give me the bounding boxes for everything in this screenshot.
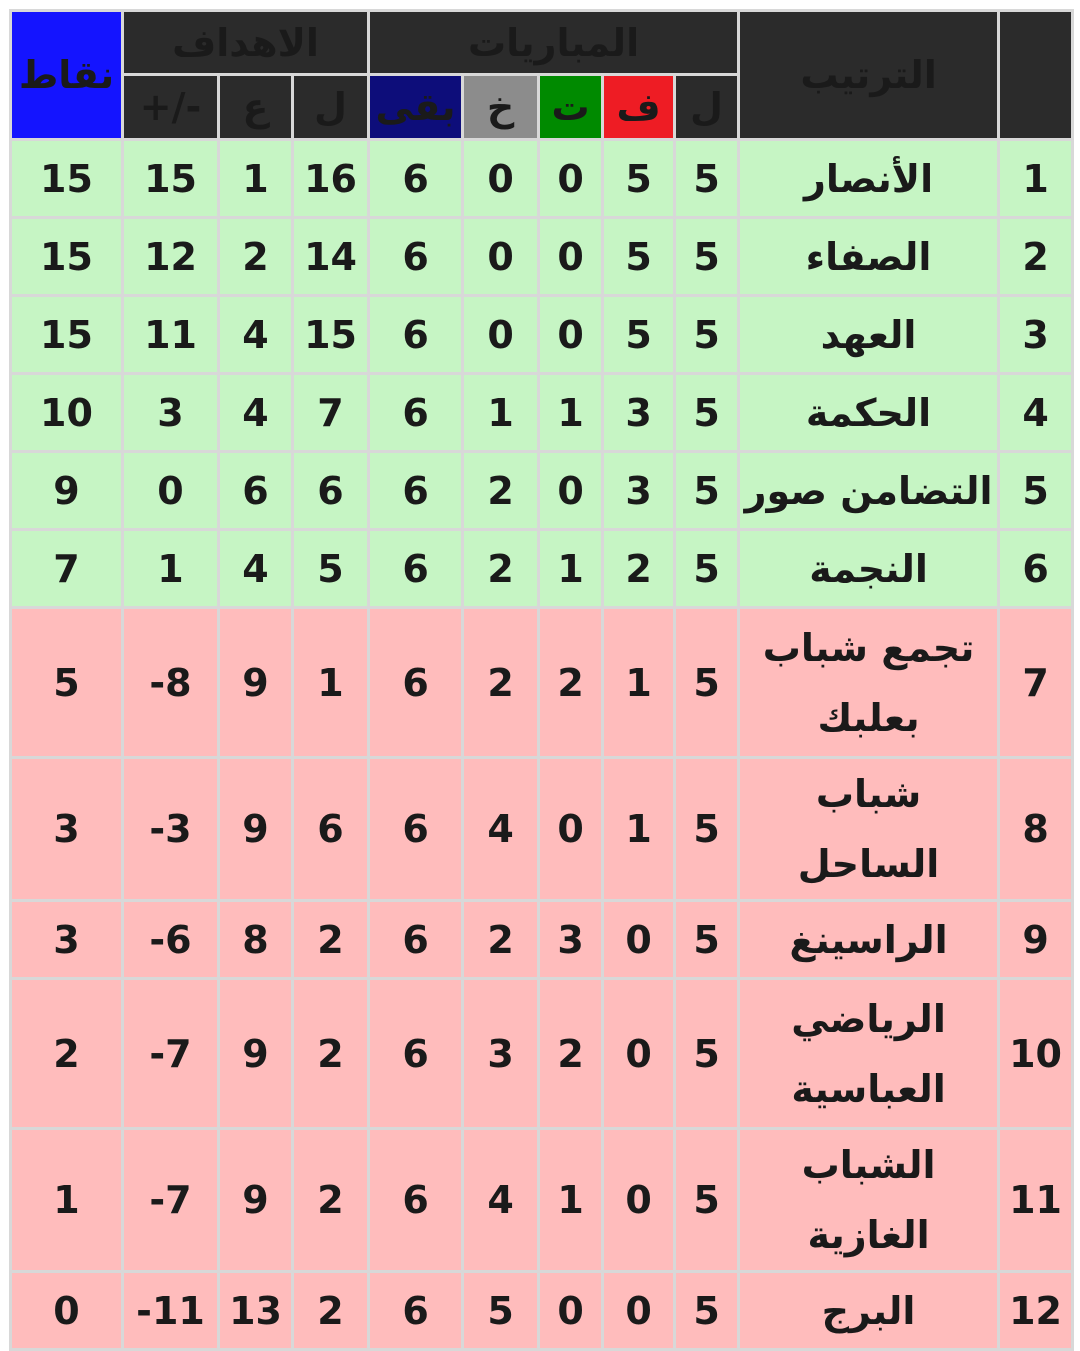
table-row [11, 296, 1073, 374]
remaining-cell: 6 [369, 1129, 463, 1272]
points-cell: 15 [11, 218, 123, 296]
table-row [11, 1129, 1073, 1272]
lost-cell: 2 [463, 530, 539, 608]
table-row [11, 1272, 1073, 1350]
points-cell: 5 [11, 608, 123, 758]
rank-cell: 6 [999, 530, 1073, 608]
drawn-cell: 0 [539, 218, 603, 296]
won-cell: 0 [603, 979, 675, 1129]
lost-cell: 0 [463, 218, 539, 296]
goals-against-cell: 13 [219, 1272, 293, 1350]
goals-against-cell: 8 [219, 901, 293, 979]
played-cell: 5 [675, 452, 739, 530]
goals-for-cell: 5 [293, 530, 369, 608]
won-cell: 5 [603, 296, 675, 374]
goals-against-cell: 4 [219, 296, 293, 374]
table-row [11, 608, 1073, 758]
lost-cell: 0 [463, 140, 539, 218]
goals-against-cell: 4 [219, 374, 293, 452]
remaining-cell: 6 [369, 218, 463, 296]
goal-diff-cell: 1 [123, 530, 219, 608]
team-cell: الراسينغ [739, 901, 999, 979]
points-cell: 10 [11, 374, 123, 452]
rank-cell: 10 [999, 979, 1073, 1129]
won-cell: 3 [603, 374, 675, 452]
goal-diff-header-text: +/- [139, 85, 202, 129]
goal-diff-cell: 7- [123, 979, 219, 1129]
won-cell: 5 [603, 218, 675, 296]
drawn-cell: 1 [539, 374, 603, 452]
goal-diff-cell: 3 [123, 374, 219, 452]
points-cell: 15 [11, 296, 123, 374]
lost-cell: 0 [463, 296, 539, 374]
goal-diff-cell: 3- [123, 758, 219, 901]
goal-diff-cell: 8- [123, 608, 219, 758]
goal-diff-cell: 6- [123, 901, 219, 979]
goals-for-cell: 6 [293, 452, 369, 530]
remaining-cell: 6 [369, 979, 463, 1129]
won-header: ف [603, 75, 675, 140]
points-cell: 2 [11, 979, 123, 1129]
lost-cell: 3 [463, 979, 539, 1129]
points-header: نقاط [11, 11, 123, 140]
header-row-top [11, 11, 1073, 75]
team-cell: النجمة [739, 530, 999, 608]
table-row [11, 374, 1073, 452]
team-cell: الحكمة [739, 374, 999, 452]
remaining-cell: 6 [369, 296, 463, 374]
team-cell: الأنصار [739, 140, 999, 218]
points-cell: 9 [11, 452, 123, 530]
matches-group-header: المباريات [369, 11, 739, 75]
lost-cell: 4 [463, 1129, 539, 1272]
drawn-cell: 2 [539, 979, 603, 1129]
lost-cell: 1 [463, 374, 539, 452]
goal-diff-cell: 0 [123, 452, 219, 530]
points-cell: 3 [11, 901, 123, 979]
goal-diff-cell: 11 [123, 296, 219, 374]
drawn-cell: 0 [539, 452, 603, 530]
won-cell: 1 [603, 758, 675, 901]
rank-cell: 5 [999, 452, 1073, 530]
team-cell: شباب الساحل [739, 758, 999, 901]
won-cell: 0 [603, 901, 675, 979]
played-cell: 5 [675, 218, 739, 296]
played-cell: 5 [675, 530, 739, 608]
goals-against-cell: 9 [219, 608, 293, 758]
won-cell: 1 [603, 608, 675, 758]
goals-for-cell: 15 [293, 296, 369, 374]
team-cell: التضامن صور [739, 452, 999, 530]
table-row [11, 530, 1073, 608]
goals-for-cell: 6 [293, 758, 369, 901]
rank-cell: 3 [999, 296, 1073, 374]
goals-for-cell: 2 [293, 901, 369, 979]
remaining-cell: 6 [369, 140, 463, 218]
rank-cell: 11 [999, 1129, 1073, 1272]
rank-cell: 12 [999, 1272, 1073, 1350]
table-row [11, 452, 1073, 530]
won-cell: 3 [603, 452, 675, 530]
points-cell: 3 [11, 758, 123, 901]
drawn-cell: 3 [539, 901, 603, 979]
played-cell: 5 [675, 1272, 739, 1350]
goals-group-header: الاهداف [123, 11, 369, 75]
goals-against-cell: 2 [219, 218, 293, 296]
won-cell: 0 [603, 1272, 675, 1350]
played-cell: 5 [675, 1129, 739, 1272]
goals-for-header: ل [293, 75, 369, 140]
drawn-cell: 0 [539, 296, 603, 374]
lost-cell: 2 [463, 901, 539, 979]
remaining-cell: 6 [369, 608, 463, 758]
goals-for-cell: 16 [293, 140, 369, 218]
points-cell: 1 [11, 1129, 123, 1272]
rank-cell: 2 [999, 218, 1073, 296]
goal-diff-cell: 11- [123, 1272, 219, 1350]
goal-diff-header [123, 75, 219, 140]
lost-header: خ [463, 75, 539, 140]
lost-cell: 4 [463, 758, 539, 901]
goals-for-cell: 2 [293, 979, 369, 1129]
table-row [11, 218, 1073, 296]
team-cell: تجمع شباب بعلبك [739, 608, 999, 758]
played-cell: 5 [675, 140, 739, 218]
rank-cell: 9 [999, 901, 1073, 979]
team-cell: الرياضي العباسية [739, 979, 999, 1129]
table-row [11, 758, 1073, 901]
points-cell: 15 [11, 140, 123, 218]
goal-diff-cell: 12 [123, 218, 219, 296]
goals-against-cell: 4 [219, 530, 293, 608]
goals-for-cell: 2 [293, 1272, 369, 1350]
played-cell: 5 [675, 901, 739, 979]
goals-against-header: ع [219, 75, 293, 140]
goals-for-cell: 14 [293, 218, 369, 296]
team-cell: الصفاء [739, 218, 999, 296]
goals-against-cell: 1 [219, 140, 293, 218]
rank-header [999, 11, 1073, 140]
remaining-cell: 6 [369, 1272, 463, 1350]
drawn-cell: 0 [539, 758, 603, 901]
points-cell: 7 [11, 530, 123, 608]
played-cell: 5 [675, 374, 739, 452]
remaining-cell: 6 [369, 901, 463, 979]
won-cell: 5 [603, 140, 675, 218]
drawn-cell: 2 [539, 608, 603, 758]
played-cell: 5 [675, 608, 739, 758]
team-cell: العهد [739, 296, 999, 374]
remaining-cell: 6 [369, 452, 463, 530]
played-header: ل [675, 75, 739, 140]
remaining-cell: 6 [369, 530, 463, 608]
goals-for-cell: 2 [293, 1129, 369, 1272]
standings-wrapper [9, 9, 1071, 1351]
goals-against-cell: 9 [219, 1129, 293, 1272]
table-row [11, 901, 1073, 979]
goals-against-cell: 9 [219, 979, 293, 1129]
rank-cell: 1 [999, 140, 1073, 218]
team-header: الترتيب [739, 11, 999, 140]
drawn-header: ت [539, 75, 603, 140]
drawn-cell: 1 [539, 530, 603, 608]
goals-against-cell: 9 [219, 758, 293, 901]
played-cell: 5 [675, 296, 739, 374]
table-row [11, 140, 1073, 218]
lost-cell: 2 [463, 608, 539, 758]
rank-cell: 4 [999, 374, 1073, 452]
goal-diff-cell: 15 [123, 140, 219, 218]
goals-for-cell: 7 [293, 374, 369, 452]
won-cell: 0 [603, 1129, 675, 1272]
goals-against-cell: 6 [219, 452, 293, 530]
goal-diff-cell: 7- [123, 1129, 219, 1272]
drawn-cell: 0 [539, 140, 603, 218]
remaining-cell: 6 [369, 758, 463, 901]
points-cell: 0 [11, 1272, 123, 1350]
standings-table [9, 9, 1074, 1351]
team-cell: الشباب الغازية [739, 1129, 999, 1272]
table-row [11, 979, 1073, 1129]
played-cell: 5 [675, 979, 739, 1129]
won-cell: 2 [603, 530, 675, 608]
team-cell: البرج [739, 1272, 999, 1350]
drawn-cell: 0 [539, 1272, 603, 1350]
lost-cell: 5 [463, 1272, 539, 1350]
drawn-cell: 1 [539, 1129, 603, 1272]
lost-cell: 2 [463, 452, 539, 530]
played-cell: 5 [675, 758, 739, 901]
remaining-cell: 6 [369, 374, 463, 452]
remaining-header: بقى [369, 75, 463, 140]
goals-for-cell: 1 [293, 608, 369, 758]
rank-cell: 8 [999, 758, 1073, 901]
rank-cell: 7 [999, 608, 1073, 758]
